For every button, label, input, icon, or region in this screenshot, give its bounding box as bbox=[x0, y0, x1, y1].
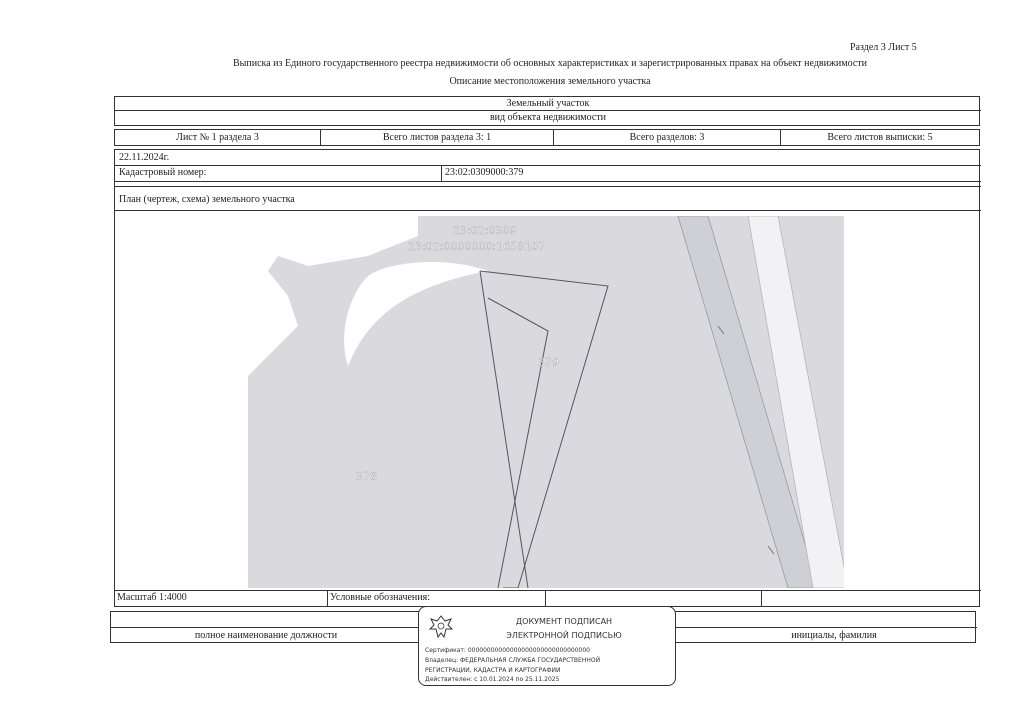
position-caption: полное наименование должности bbox=[194, 630, 338, 641]
map-label-quarter: 23:02:0309 bbox=[453, 224, 517, 237]
map-label-neighbor-top: 23:02:0000000:1658107 bbox=[408, 240, 546, 253]
map-label-parcel: 379 bbox=[538, 356, 559, 369]
total-section-sheets: Всего листов раздела 3: 1 bbox=[382, 132, 492, 143]
stamp-owner: Владелец: ФЕДЕРАЛЬНАЯ СЛУЖБА ГОСУДАРСТВЕННОЙ bbox=[425, 657, 601, 664]
cadastral-label: Кадастровый номер: bbox=[119, 167, 207, 178]
electronic-signature-stamp bbox=[418, 606, 676, 686]
document-title: Выписка из Единого государственного реестра недвижимости об основных характеристиках и зарегистрированных правах на объект недвижимости bbox=[232, 58, 867, 69]
parcel-379-inner bbox=[488, 298, 548, 588]
parcel-378-boundary bbox=[480, 271, 528, 588]
legend-label: Условные обозначения: bbox=[330, 592, 431, 603]
stamp-owner-cont: РЕГИСТРАЦИИ, КАДАСТРА И КАРТОГРАФИИ bbox=[425, 667, 561, 674]
sheets-row bbox=[114, 129, 980, 146]
total-sheets: Всего листов выписки: 5 bbox=[827, 132, 933, 143]
object-type-caption: вид объекта недвижимости bbox=[489, 112, 607, 123]
sheet-number: Лист № 1 раздела 3 bbox=[176, 132, 259, 143]
cadastral-number: 23:02:0309000:379 bbox=[445, 167, 524, 178]
map-label-neighbor-left: 378 bbox=[356, 470, 377, 483]
stamp-subtitle: ЭЛЕКТРОННОЙ ПОДПИСЬЮ bbox=[506, 631, 622, 640]
parcel-379-boundary bbox=[480, 271, 608, 588]
stamp-validity: Действителен: с 10.01.2024 по 25.11.2025 bbox=[425, 676, 560, 683]
map-svg bbox=[248, 216, 844, 588]
section-sheet-label: Раздел 3 Лист 5 bbox=[850, 42, 917, 53]
document-subtitle: Описание местоположения земельного участка bbox=[449, 76, 651, 87]
stamp-title: ДОКУМЕНТ ПОДПИСАН bbox=[515, 617, 613, 626]
total-sections: Всего разделов: 3 bbox=[629, 132, 705, 143]
stamp-certificate: Сертификат: 00000000000000000000000000000000 bbox=[425, 647, 590, 654]
object-type: Земельный участок bbox=[506, 98, 590, 109]
coat-of-arms-icon bbox=[427, 613, 455, 641]
extract-date: 22.11.2024г. bbox=[119, 152, 170, 163]
scale-label: Масштаб 1:4000 bbox=[117, 592, 187, 603]
object-type-block bbox=[114, 96, 980, 126]
initials-caption: инициалы, фамилия bbox=[791, 630, 877, 641]
cadastral-map bbox=[248, 216, 844, 588]
white-curve-area bbox=[344, 262, 488, 366]
plan-label: План (чертеж, схема) земельного участка bbox=[119, 194, 295, 205]
